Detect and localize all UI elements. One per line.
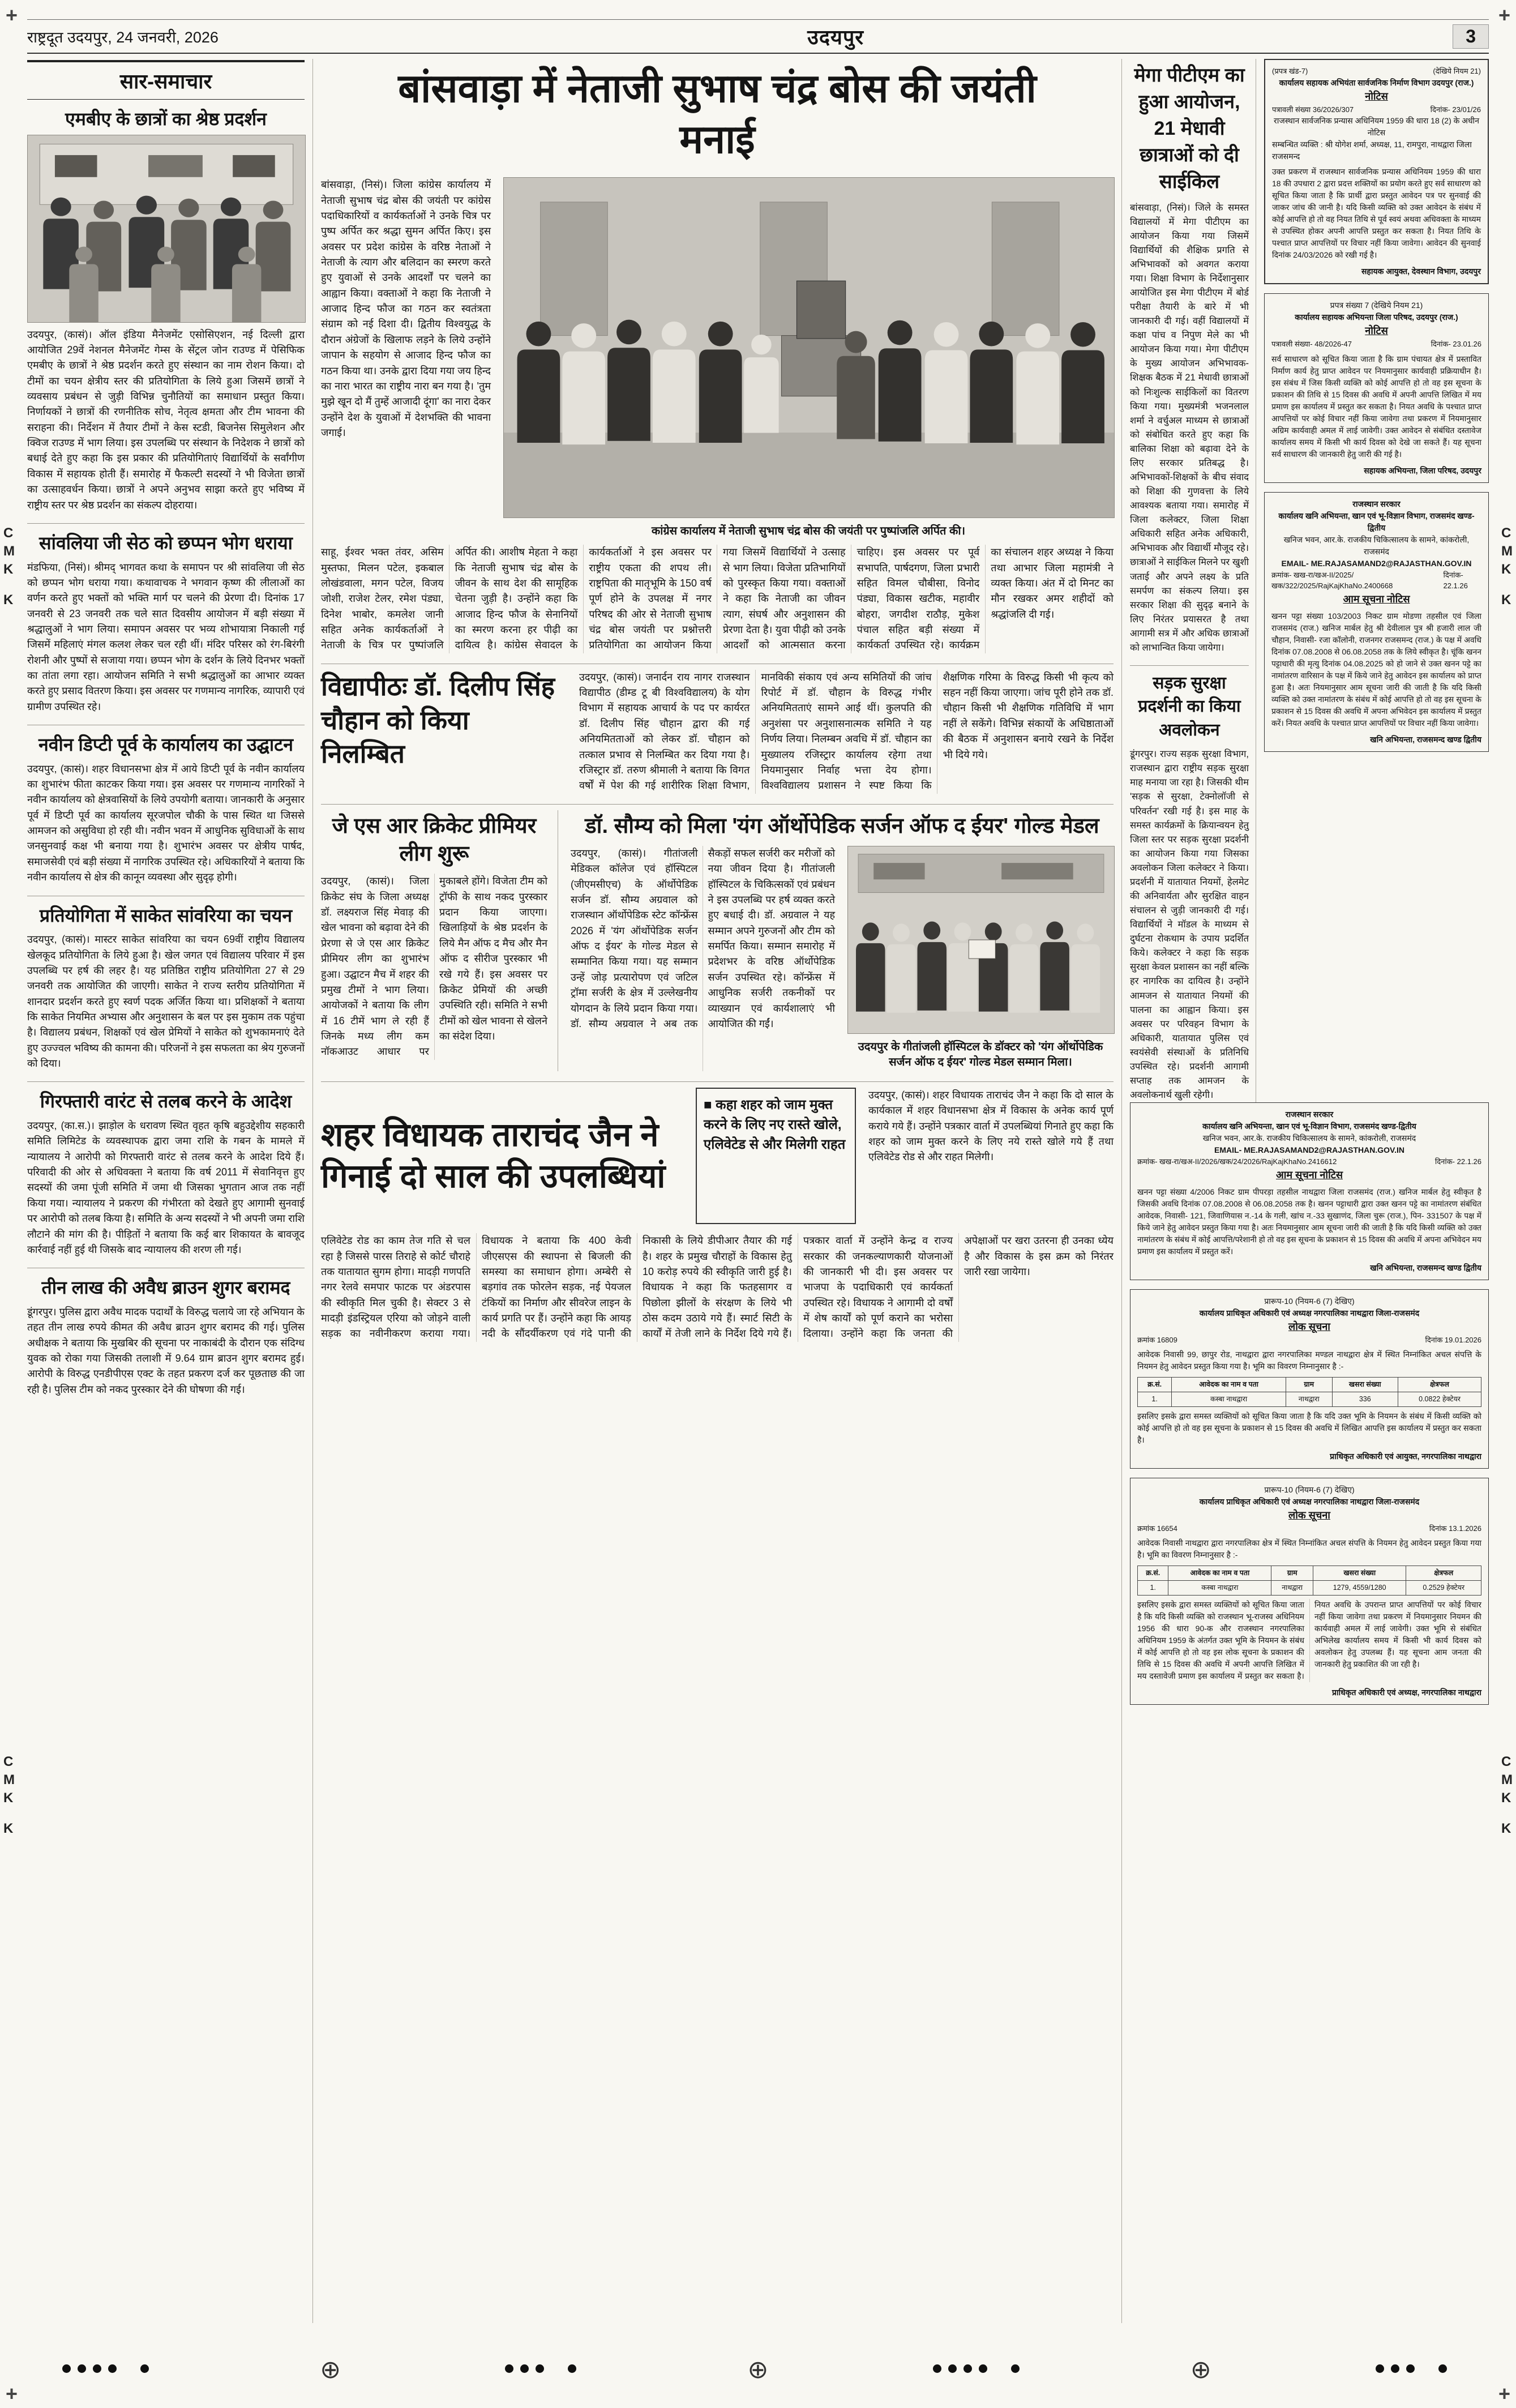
article-body: उदयपुर, (कासं)। शहर विधानसभा क्षेत्र में आये डिप्टी पूर्व के नवीन कार्यालय का शुभारंभ फीता काटकर किया गया। इस अवसर पर गणमान्य नागरिकों ने नवीन कार्यालय को क्षेत्रवासियों के लिये उपयोगी बताया। जानकारी के अनुसार पूर्व में डिप्टी पूर्व का कार्यालय सूरजपोल चौकी के पास स्थित था जिससे आमजन को असुविधा हो रही थी। नवीन भवन में आधुनिक सुविधाओं के साथ जनसुनवाई कक्ष भी बनाया गया है। शुभारंभ अवसर पर क्षेत्रीय पार्षद, समाजसेवी एवं बड़ी संख्या में नागरिक उपस्थित रहे। अधिकारियों ने बताया कि नवीन कार्यालय से क्षेत्र की कानून व्यवस्था और सुदृढ़ होगी। (27, 763, 305, 883)
notice-office: कार्यालय खनि अभियन्ता, खान एवं भू-विज्ञान विभाग, राजसमंद खण्ड-द्वितीय (1278, 511, 1475, 532)
notice-body: खनन पट्टा संख्या 4/2006 निकट ग्राम पीपरड़ा तहसील नाथद्वारा जिला राजसमंद (राज.) खनिज मार्बल हेतु स्वीकृत है जिसकी अवधि दिनांक 07.08.2008 से 06.08.2058 तक है। खनन पट्टाधारी द्वारा उक्त खनन पट्टे का नामांतरण संबंधित आवेदक, निवासी- 121, जिवाणियास न.-14 के गली, खांच न.-33 सुखाणंद, जिला चुरू (राज.), पिन- 331507 के पक्ष में किये जाने हेतु आवेदन प्रस्तुत किया गया है। अतः नियमानुसार आम सूचना जारी की जाती है कि यदि किसी व्यक्ति को उक्त नामांतरण के संबंध में कोई आपत्ति/परेशानी हो तो वह इस सूचना के प्रकाशन से 15 दिवस की अवधि में अपना अभिवेदन मय प्रमाण इस कार्यालय में प्रस्तुत करें। (1137, 1187, 1481, 1256)
page-number: 3 (1453, 24, 1489, 49)
notice-body: सर्व साधारण को सूचित किया जाता है कि ग्राम पंचायत क्षेत्र में प्रस्तावित निर्माण कार्य हेतु प्राप्त आवेदन पर नियमानुसार कार्यवाही प्रक्रियाधीन है। इस संबंध में जिस किसी व्यक्ति को कोई आपत्ति हो तो वह इस सूचना के प्रकाशन की तिथि से 15 दिवस की अवधि में अपनी आपत्ति लिखित में मय प्रमाण इस कार्यालय में प्रस्तुत कर सकता है। नियत अवधि के पश्चात प्राप्त आपत्तियों पर कोई विचार नहीं किया जावेगा तथा प्रकरण में नियमानुसार अग्रिम कार्यवाही अमल में लाई जावेगी। उक्त आवेदन से संबंधित दस्तावेज कार्यालय समय में किसी भी कार्य दिवस को देखे जा सकते हैं। यह सूचना सर्व साधारण की जानकारी हेतु जारी की गई है। (1271, 354, 1481, 459)
table-row: 1. कस्बा नाथद्वारा नाथद्वारा 1279, 4559/1280 0.2529 हेक्टेयर (1138, 1580, 1481, 1595)
article-warrant (27, 1090, 305, 1258)
cmk-marks-right-upper: C M K K (1501, 525, 1513, 608)
notice-form10-b (1130, 1478, 1489, 1705)
article-deputy-office (27, 733, 305, 885)
table-header: आवेदक का नाम व पता (1168, 1566, 1271, 1581)
notice-body: खनन पट्टा संख्या 103/2003 निकट ग्राम मोडणा तहसील एवं जिला राजसमंद (राज.) खनिज मार्बल हेतु श्री देवीलाल पुत्र श्री हजारी लाल जी चौहान, निवासी- रजा कॉलोनी, राजनगर राजसमन्द (राज.) के पक्ष में अवधि दिनांक 07.08.2008 से 06.08.2058 तक के लिये स्वीकृत है। चूंकि खनन पट्टाधारी की मृत्यु दिनांक 04.08.2025 को हो जाने से उक्त खनन पट्टे का नामांतरण वारिसान के पक्ष में किये जाने हेतु आवेदन इस कार्यालय को प्राप्त हुआ है। अतः नियमानुसार आम सूचना जारी की जाती है कि यदि किसी व्यक्ति को उक्त नामांतरण के संबंध में कोई आपत्ति हो तो वह इस सूचना के प्रकाशन से 15 दिवस की अवधि में अपना अभिवेदन इस कार्यालय में प्रस्तुत करें। नियत अवधि के पश्चात प्राप्त आपत्तियों पर विचार नहीं किया जावेगा। (1271, 611, 1482, 728)
left-column (27, 59, 312, 2323)
article-headline: डॉ. सौम्य को मिला 'यंग ऑर्थोपेडिक सर्जन ऑफ द ईयर' गोल्ड मेडल (585, 814, 1099, 838)
notice-signature: सहायक अभियन्ता, जिला परिषद, उदयपुर (1364, 465, 1481, 475)
notice-title: आम सूचना नोटिस (1343, 593, 1410, 605)
notice-title: नोटिस (1365, 325, 1388, 336)
notice-form-tag: प्रारूप-10 (नियम-6 (7) देखिए) (1264, 1296, 1355, 1306)
notice-after-table: इसलिए इसके द्वारा समस्त व्यक्तियों को सूचित किया जाता है कि यदि किसी व्यक्ति को राजस्थान भू-राजस्व अधिनियम 1956 की धारा 90-क और राजस्थान नगरपालिका अधिनियम 1959 के अंतर्गत उक्त भूमि के नियमन के संबंध में कोई आपत्ति हो तो वह इस लोक सूचना के प्रकाशन की तिथि से 15 दिवस की अवधि में अपनी आपत्ति लिखित में मय दस्तावेजी प्रमाण इस कार्यालय में प्रस्तुत कर सकता है। नियत अवधि के उपरान्त प्राप्त आपत्तियों पर कोई विचार नहीं किया जावेगा तथा प्रकरण में नियमानुसार नियमन की कार्यवाही अमल में लाई जावेगी। उक्त भूमि से संबंधित अभिलेख कार्यालय समय में किसी भी कार्य दिवस को अवलोकन हेतु उपलब्ध हैं। यह सूचना आम जनता की जानकारी हेतु प्रकाशित की जा रही है। (1137, 1599, 1481, 1680)
section-header: सार-समाचार (27, 60, 305, 100)
article-headline: सड़क सुरक्षा प्रदर्शनी का किया अवलोकन (1138, 674, 1241, 739)
notice-office: कार्यालय सहायक अभियंता सार्वजनिक निर्माण विभाग उदयपुर (राज.) (1279, 78, 1474, 87)
article-body-more: एलिवेटेड रोड का काम तेज गति से चल रहा है जिससे पारस तिराहे से कोर्ट चौराहे तक यातायात सुगम होगा। मादड़ी गणपति नगर रेलवे समपार फाटक पर अंडरपास की स्वीकृति मिल चुकी है। सेक्टर 3 से मादड़ी इंडस्ट्रियल एरिया को जोड़ने वाली सड़क का नवीनीकरण कराया गया। विधायक ने बताया कि 400 केवी जीएसएस की स्थापना से बिजली की समस्या का समाधान होगा। अम्बेरी से बड़गांव तक फोरलेन सड़क, नई पेयजल टंकियों का निर्माण और सीवरेज लाइन के कार्य प्रगति पर हैं। उन्होंने कहा कि आयड़ नदी के सौंदर्यीकरण एवं गंदे पानी की निकासी के लिये डीपीआर तैयार की गई है। शहर के प्रमुख चौराहों के विकास हेतु 10 करोड़ रुपये की स्वीकृति जारी हुई है। विधायक ने कहा कि फतहसागर व पिछोला झीलों के संरक्षण के लिये भी ठोस कदम उठाये गये हैं। स्मार्ट सिटी के कार्यों में तेजी लाने के निर्देश दिये गये हैं। पत्रकार वार्ता में उन्होंने केन्द्र व राज्य सरकार की जनकल्याणकारी योजनाओं की जानकारी भी दी। इस अवसर पर भाजपा के पदाधिकारी एवं कार्यकर्ता उपस्थित रहे। विधायक ने आगामी दो वर्षों में शेष कार्यों को पूर्ण कराने का भरोसा दिलाया। उन्होंने कहा कि जनता की अपेक्षाओं पर खरा उतरना ही उनका ध्येय है और विकास के इस क्रम को निरंतर जारी रखा जायेगा। (321, 1235, 1114, 1340)
table-header: क्षेत्रफल (1406, 1566, 1481, 1581)
notice-mining-2 (1130, 1102, 1489, 1280)
article-vidyapeeth (321, 670, 1114, 794)
photo-caption: कांग्रेस कार्यालय में नेताजी सुभाष चंद्र बोस की जयंती पर पुष्पांजलि अर्पित की। (651, 525, 966, 538)
main-headline: बांसवाड़ा में नेताजी सुभाष चंद्र बोस की जयंती मनाई (398, 66, 1037, 161)
article-body: बांसवाड़ा, (निसं)। जिले के समस्त विद्यालयों में मेगा पीटीएम का आयोजन किया गया जिसमें विद्यार्थियों की शैक्षिक प्रगति से अभिभावकों को अवगत कराया गया। शिक्षा विभाग के निर्देशानुसार आयोजित इस मेगा पीटीएम में बोर्ड परीक्षा तैयारी के बारे में भी जानकारी दी गई। वहीं विद्यालयों में कक्षा पांच व निपुण मेले का भी आयोजन किया गया। मेगा पीटीएम के मुख्य आयोजन अभिभावक-शिक्षक बैठक में 21 मेधावी छात्राओं को निःशुल्क साईकिलों का वितरण किया गया। मुख्यमंत्री भजनलाल शर्मा ने वर्चुअल माध्यम से छात्राओं को संबोधित करते हुए कहा कि बालिका शिक्षा को बढ़ावा देने के लिए सरकार प्रतिबद्ध है। अभिभावकों-शिक्षकों के बीच संवाद को शिक्षा की गुणवत्ता के लिये आवश्यक बताया गया। समारोह में जिला कलेक्टर, जिला शिक्षा अधिकारी सहित अनेक अधिकारी, अभिभावक और विद्यार्थी मौजूद रहे। छात्राओं ने साईकिल मिलने पर खुशी जताई और अपने लक्ष्य के प्रति समर्पण का संकल्प लिया। इस सरकार शिक्षा की सुदृढ़ बनाने के लिए निरंतर प्रयासरत है तथा आगामी सत्र में और अधिक छात्राओं को लाभान्वित किया जायेगा। (1130, 202, 1249, 653)
city-title: उदयपुर (807, 25, 864, 49)
article-headline: सांवलिया जी सेठ को छप्पन भोग धराया (39, 532, 293, 553)
article-jsr-league (321, 810, 558, 1071)
article-headline: तीन लाख की अवैध ब्राउन शुगर बरामद (41, 1277, 290, 1298)
registration-mark: ⊕ (747, 2356, 769, 2384)
masthead (27, 19, 1489, 54)
article-brown-sugar (27, 1276, 305, 1397)
divider (27, 1081, 305, 1082)
notice-rule-tag: (देखिये नियम 21) (1433, 67, 1481, 75)
notice-date: दिनांक- 23/01/26 (1430, 105, 1481, 114)
photo-saumya-award (847, 846, 1115, 1034)
print-control-strip (0, 2355, 1516, 2384)
color-dots (1376, 2364, 1454, 2376)
notice-after-table: इसलिए इसके द्वारा समस्त व्यक्तियों को सूचित किया जाता है कि यदि उक्त भूमि के नियमन के संबंध में किसी व्यक्ति को कोई आपत्ति हो तो वह इस सूचना के प्रकाशन से 15 दिवस की अवधि में लिखित आपत्ति इस कार्यालय में प्रस्तुत कर सकता है। (1137, 1411, 1481, 1444)
crop-mark: + (6, 2382, 18, 2405)
table-header: क्षेत्रफल (1398, 1378, 1481, 1392)
notice-body: आवेदक निवासी 99, छापुर रोड, नाथद्वारा द्वारा नगरपालिका मण्डल नाथद्वारा क्षेत्र में स्थित निम्नांकित अचल संपत्ति के नियमन हेतु आवेदन प्रस्तुत किया गया है। भूमि का विवरण निम्नानुसार है :- (1137, 1350, 1481, 1371)
article-headline: शहर विधायक ताराचंद जैन ने गिनाई दो साल की उपलब्धियां (321, 1117, 666, 1195)
article-body: उदयपुर, (का.स.)। झाड़ोल के धरावण स्थित वृहत कृषि बहुउद्देशीय सहकारी समिति लिमिटेड के व्यवस्थापक द्वारा जमा राशि के गबन के मामले में न्यायालय ने आरोपी को गिरफ्तारी वारंट से तलब करने के आदेश दिये हैं। परिवादी की ओर से अधिवक्ता ने बताया कि वर्ष 2011 में सेवानिवृत्त हुए सदस्यों की जमा पूंजी समिति में जमा थी जिसका भुगतान आज तक नहीं किया गया। न्यायालय ने प्रकरण की गंभीरता को देखते हुए आगामी सुनवाई पर आरोपी को तलब किया है। समिति के अन्य सदस्यों ने भी अपनी जमा राशि लौटाने की मांग की है। पीड़ितों ने बताया कि कई बार शिकायत के बावजूद कार्रवाई नहीं हुई थी जिसके बाद न्यायालय की शरण ली गई। (27, 1119, 305, 1255)
article-headline: नवीन डिप्टी पूर्व के कार्यालय का उद्घाटन (38, 734, 294, 755)
notice-date: दिनांक 13.1.2026 (1429, 1524, 1481, 1533)
notice-title: लोक सूचना (1288, 1509, 1330, 1521)
registration-mark: ⊕ (1190, 2356, 1211, 2384)
article-saket (27, 904, 305, 1072)
notice-govt: राजस्थान सरकार (1285, 1110, 1334, 1119)
notice-email: EMAIL- ME.RAJASAMAND2@RAJASTHAN.GOV.IN (1281, 558, 1472, 568)
notice-serial: क्रमांक- खख-रा/खअ-II/2025/खक/322/2025/RajKajKhaNo.2400668 (1271, 570, 1393, 590)
table-header: ग्राम (1286, 1378, 1332, 1392)
notice-form-tag: प्रारूप-10 (नियम-6 (7) देखिए) (1264, 1485, 1355, 1494)
notice-body: आवेदक निवासी नाथद्वारा द्वारा नगरपालिका क्षेत्र में स्थित निम्नांकित अचल संपत्ति के नियमन हेतु आवेदन प्रस्तुत किया गया है। भूमि का विवरण निम्नानुसार है :- (1137, 1538, 1481, 1560)
article-body: मंडफिया, (निसं)। श्रीमद् भागवत कथा के समापन पर श्री सांवलिया जी सेठ को छप्पन भोग धराया गया। कथावाचक ने भगवान कृष्ण की लीलाओं का वर्णन करते हुए भक्तों को भक्ति मार्ग पर चलने की प्रेरणा दी। दिनांक 17 जनवरी से 23 जनवरी तक चले सात दिवसीय आयोजन में बड़ी संख्या में श्रद्धालुओं ने भाग लिया। समापन अवसर पर भव्य शोभायात्रा निकाली गई जिसमें महिलाएं मंगल कलश लेकर चल रही थीं। मंदिर परिसर को रंग-बिरंगी रोशनी और पुष्पों से सजाया गया। छप्पन भोग के दर्शन के लिये दिनभर भक्तों का तांता लगा रहा। आयोजन समिति ने सभी श्रद्धालुओं का आभार व्यक्त करते हुए प्रसाद वितरण किया। इस अवसर पर गणमान्य नागरिक, व्यापारी एवं ग्रामीण उपस्थित रहे। (27, 561, 305, 712)
notice-office: कार्यालय प्राधिकृत अधिकारी एवं अध्यक्ष नगरपालिका नाथद्वारा जिला-राजसमंद (1199, 1308, 1420, 1318)
notice-signature: प्राधिकृत अधिकारी एवं अध्यक्ष, नगरपालिका नाथद्वारा (1331, 1687, 1481, 1697)
notice-office: कार्यालय खनि अभियन्ता, खान एवं भू-विज्ञान विभाग, राजसमंद खण्ड-द्वितीय (1202, 1122, 1416, 1131)
cmk-marks-right-lower: C M K K (1501, 1754, 1513, 1836)
cmk-marks-left-lower: C M K K (3, 1754, 15, 1836)
notice-signature: खनि अभियन्ता, राजसमन्द खण्ड द्वितीय (1370, 734, 1481, 744)
divider (321, 1081, 1114, 1082)
article-mba (27, 108, 305, 513)
divider (1130, 665, 1249, 666)
narrow-column (1130, 59, 1256, 1102)
notice-signature: सहायक आयुक्त, देवस्थान विभाग, उदयपुर (1361, 267, 1481, 276)
article-body: उदयपुर, (कासं)। ऑल इंडिया मैनेजमेंट एसोसिएशन, नई दिल्ली द्वारा आयोजित 29वें नेशनल मैनेजमेंट गेम्स के सेंट्रल जोन राउण्ड में पेसिफिक एमबीए के छात्रों ने श्रेष्ठ प्रदर्शन करते हुए संस्थान का नाम रोशन किया। दो टीमों का चयन क्षेत्रीय स्तर की प्रतियोगिता के लिये हुआ जिसमें छात्रों ने व्यवसाय प्रबंधन से जुड़ी विभिन्न चुनौतियों का समाधान प्रस्तुत किया। निर्णायकों ने छात्रों की रणनीतिक सोच, नेतृत्व क्षमता और टीम भावना की सराहना की। निर्देशन में तैयार टीमों ने केस स्टडी, बिजनेस सिमुलेशन और क्विज राउण्ड में भाग लिया। इस उपलब्धि पर संस्थान के निदेशक ने छात्रों को बधाई देते हुए कहा कि इस प्रकार की प्रतियोगिताएं विद्यार्थियों के सर्वांगीण विकास में सहायक होती हैं। समारोह में फैकल्टी सदस्यों ने भी विजेता छात्रों का उत्साहवर्धन किया। छात्रों ने अपने अनुभव साझा करते हुए भविष्य में राष्ट्रीय स्तर पर श्रेष्ठ प्रदर्शन का संकल्प दोहराया। (27, 328, 305, 511)
color-dots (505, 2364, 583, 2376)
notice-title: नोटिस (1365, 90, 1388, 102)
table-row: 1. कस्बा नाथद्वारा नाथद्वारा 336 0.0822 हेक्टेयर (1138, 1392, 1481, 1406)
article-tarachand (321, 1088, 1114, 1342)
notice-title: आम सूचना नोटिस (1276, 1169, 1343, 1181)
table-header: आवेदक का नाम व पता (1172, 1378, 1286, 1392)
article-body: उदयपुर, (कासं)। जिला क्रिकेट संघ के जिला अध्यक्ष डॉ. लक्ष्यराज सिंह मेवाड़ की खेल भावना को बढ़ावा देने की प्रेरणा से जे एस आर क्रिकेट प्रीमियर लीग का शुभारंभ हुआ। उद्घाटन मैच में शहर की प्रमुख टीमों ने भाग लिया। आयोजकों ने बताया कि लीग में 16 टीमें भाग ले रही हैं जिनके मध्य लीग कम नॉकआउट आधार पर मुकाबले होंगे। विजेता टीम को ट्रॉफी के साथ नकद पुरस्कार प्रदान किया जाएगा। खिलाड़ियों के श्रेष्ठ प्रदर्शन के लिये मैन ऑफ द मैच और मैन ऑफ द सीरीज पुरस्कार भी रखे गये हैं। इस अवसर पर क्रिकेट प्रेमियों की अच्छी उपस्थिति रही। समिति ने सभी टीमों को खेल भावना से खेलने का संदेश दिया। (321, 875, 547, 1058)
article-sadak-suraksha (1130, 671, 1249, 1102)
notice-serial: क्रमांक 16809 (1137, 1335, 1177, 1344)
article-body-lead: बांसवाड़ा, (निसं)। जिला कांग्रेस कार्यालय में नेताजी सुभाष चंद्र बोस की जयंती पर कांग्रेस पदाधिकारियों व कार्यकर्ताओं ने उनके चित्र पर पुष्प अर्पित कर श्रद्धा सुमन अर्पित किए। इस अवसर पर प्रदेश कांग्रेस के वरिष्ठ नेताओं ने नेताजी के त्याग और बलिदान का स्मरण करते हुए युवाओं से उनके आदर्शों पर चलने का आह्वान किया। वक्ताओं ने कहा कि नेताजी ने आजाद हिन्द फौज का गठन कर स्वतंत्रता संग्राम को नई दिशा दी। द्वितीय विश्वयुद्ध के दौरान अंग्रेजों के खिलाफ लड़ने के लिये उन्होंने जापान के सहयोग से आजाद हिन्द फौज का गठन किया था। उनके द्वारा दिया गया जय हिन्द का नारा भारत का राष्ट्रीय नारा बन गया है। 'तुम मुझे खून दो मैं तुम्हें आजादी दूंगा' का नारा देकर उन्होंने देश के युवाओं में देशभक्ति की भावना जगाई। (321, 179, 491, 438)
notice-signature: प्राधिकृत अधिकारी एवं आयुक्त, नगरपालिका नाथद्वारा (1330, 1451, 1481, 1461)
article-headline: मेगा पीटीएम का हुआ आयोजन, 21 मेधावी छात्राओं को दी साईकिल (1134, 65, 1245, 193)
color-dots (933, 2364, 1026, 2376)
color-dots (62, 2364, 156, 2376)
article-body: उदयपुर, (कासं)। जनार्दन राय नागर राजस्थान विद्यापीठ (डीम्ड टू बी विश्वविद्यालय) के योग विभाग में सहायक आचार्य के पद पर कार्यरत डॉ. दिलीप सिंह चौहान द्वारा की गई अनियमितताओं को लेकर डॉ. चौहान को तत्काल प्रभाव से निलम्बित कर दिया गया है। रजिस्ट्रार डॉ. तरुण श्रीमाली ने बताया कि विगत वर्षों में पेश की गई शारीरिक शिक्षा विभाग, मानविकी संकाय एवं अन्य समितियों की जांच रिपोर्ट में डॉ. चौहान के विरुद्ध गंभीर अनियमितताएं सामने आई थीं। कुलपति की अनुशंसा पर अनुशासनात्मक समिति ने यह निर्णय लिया। निलम्बन अवधि में डॉ. चौहान का मुख्यालय रजिस्ट्रार कार्यालय रहेगा तथा नियमानुसार निर्वाह भत्ता देय होगा। विश्वविद्यालय प्रशासन ने स्पष्ट किया कि शैक्षणिक गरिमा के विरुद्ध किसी भी कृत्य को सहन नहीं किया जाएगा। जांच पूरी होने तक डॉ. चौहान किसी भी शैक्षणिक गतिविधि में भाग नहीं ले सकेंगे। विभिन्न संकायों के अधिष्ठाताओं की बैठक में अनुशासन बनाये रखने के निर्देश भी दिये गये। (579, 671, 1114, 792)
article-headline: जे एस आर क्रिकेट प्रीमियर लीग शुरू (332, 814, 537, 866)
article-mega-ptm (1130, 62, 1249, 655)
notice-zila-parishad (1264, 293, 1489, 483)
right-region (1121, 59, 1489, 2323)
article-body-more: साहू, ईश्वर भक्त तंवर, असिम मुस्तफा, मिलन पटेल, इकबाल लोखंडवाला, मगन पटेल, विजय जोशी, राजेश टेलर, रमेश पंड्या, दिनेश भाबोर, कमलेश जानी सहित अनेक कार्यकर्ताओं ने नेताजी के चित्र पर पुष्पांजलि अर्पित की। आशीष मेहता ने कहा कि नेताजी सुभाष चंद्र बोस के जीवन के साथ देश की सामूहिक चेतना जुड़ी है। उन्होंने कहा कि आजाद हिन्द फौज के सेनानियों का स्मरण करना हर पीढ़ी का दायित्व है। कांग्रेस सेवादल के कार्यकर्ताओं ने इस अवसर पर राष्ट्रीय एकता की शपथ ली। राष्ट्रपिता की मातृभूमि के 150 वर्ष पूर्ण होने के उपलक्ष में नगर परिषद की ओर से नेताजी सुभाष चंद्र बोस जयंती पर प्रश्नोत्तरी प्रतियोगिता का आयोजन किया गया जिसमें विद्यार्थियों ने उत्साह से भाग लिया। विजेता प्रतिभागियों को पुरस्कृत किया गया। वक्ताओं ने कहा कि नेताजी का जीवन त्याग, संघर्ष और अनुशासन की प्रेरणा देता है। युवा पीढ़ी को उनके आदर्शों को आत्मसात करना चाहिए। इस अवसर पर पूर्व सभापति, पार्षदगण, जिला प्रभारी सहित विमल चौबीसा, विनोद पंड्या, विकास खटीक, महावीर बोहरा, जगदीश राठौड़, मुकेश पंचाल सहित बड़ी संख्या में कार्यकर्ता उपस्थित रहे। कार्यक्रम का संचालन शहर अध्यक्ष ने किया तथा आभार जिला महामंत्री ने व्यक्त किया। अंत में दो मिनट का मौन रखकर अमर शहीदों को श्रद्धांजलि दी गई। (321, 546, 1114, 651)
notice-pwd (1264, 59, 1489, 284)
divider (27, 523, 305, 524)
table-header: क्र.सं. (1138, 1566, 1168, 1581)
article-headline: प्रतियोगिता में साकेत सांवरिया का चयन (39, 905, 293, 926)
notice-address: खनिज भवन, आर.के. राजकीय चिकित्सालय के सामने, कांकरोली, राजसमंद (1283, 534, 1470, 556)
notice-form10-a (1130, 1289, 1489, 1469)
notice-office: कार्यालय प्राधिकृत अधिकारी एवं अध्यक्ष नगरपालिका नाथद्वारा जिला-राजसमंद (1199, 1496, 1420, 1506)
cmk-marks-left-upper: C M K K (3, 525, 15, 608)
notice-date: दिनांक 19.01.2026 (1425, 1335, 1481, 1344)
notice-date: दिनांक- 22.1.26 (1443, 570, 1468, 590)
table-header: क्र.सं. (1138, 1378, 1172, 1392)
article-body: डूंगरपुर। राज्य सड़क सुरक्षा विभाग, राजस्थान द्वारा राष्ट्रीय सड़क सुरक्षा माह मनाया जा रहा है। जिसकी थीम 'सड़क से सुरक्षा, टेक्नोलॉजी से परिवर्तन' रखी गई है। इस माह के समस्त कार्यक्रमों के क्रियान्वयन हेतु जिला स्तर पर सड़क सुरक्षा प्रदर्शनी का आयोजन किया गया जिसका अवलोकन जिला कलेक्टर ने किया। प्रदर्शनी में यातायात नियमों, हेलमेट की अनिवार्यता और सुरक्षित वाहन संचालन से जुड़ी जानकारी दी गई। विद्यार्थियों ने मॉडल के माध्यम से दुर्घटना रोकथाम के उपाय प्रदर्शित किये। कलेक्टर ने कहा कि सड़क सुरक्षा केवल प्रशासन का नहीं बल्कि हर नागरिक का दायित्व है। उन्होंने आमजन से यातायात नियमों की पालना का आह्वान किया। इस अवसर पर परिवहन विभाग के अधिकारी, यातायात पुलिस एवं स्वयंसेवी संस्थाओं के प्रतिनिधि उपस्थित रहे। प्रदर्शनी आगामी सप्ताह तक आमजन के अवलोकनार्थ खुली रहेगी। (1130, 749, 1249, 1101)
table-header: खसरा संख्या (1313, 1566, 1406, 1581)
notice-email: EMAIL- ME.RAJASAMAND2@RAJASTHAN.GOV.IN (1214, 1145, 1404, 1155)
table-header: खसरा संख्या (1332, 1378, 1398, 1392)
divider (321, 804, 1114, 805)
table-header: ग्राम (1271, 1566, 1313, 1581)
photo-caption: उदयपुर के गीतांजली हॉस्पिटल के डॉक्टर को 'यंग ऑर्थोपेडिक सर्जन ऑफ द ईयर' गोल्ड मेडल सम्मान मिला। (858, 1040, 1103, 1068)
kicker-box: ■ कहा शहर को जाम मुक्त करने के लिए नए रास्ते खोले, एलिवेटेड से और मिलेगी राहत (696, 1088, 856, 1224)
notice-act-line: राजस्थान सार्वजनिक प्रन्यास अधिनियम 1959 की धारा 18 (2) के अधीन नोटिस (1274, 116, 1479, 137)
photo-netaji-event (503, 177, 1115, 518)
article-sanwaliya (27, 532, 305, 715)
article-headline: गिरफ्तारी वारंट से तलब करने के आदेश (40, 1091, 292, 1112)
notice-address: खनिज भवन, आर.के. राजकीय चिकित्सालय के सामने, कांकरोली, राजसमंद (1202, 1134, 1416, 1143)
article-netaji-jayanti (321, 63, 1114, 653)
edition-date: राष्ट्रदूत उदयपुर, 24 जनवरी, 2026 (27, 28, 219, 46)
registration-mark: ⊕ (320, 2356, 341, 2384)
page-body (27, 59, 1489, 2323)
center-column (312, 59, 1121, 2323)
article-body: उदयपुर, (कासं)। मास्टर साकेत सांवरिया का चयन 69वीं राष्ट्रीय विद्यालय खेलकूद प्रतियोगिता के लिये हुआ है। खेल जगत एवं विद्यालय परिवार में इस उपलब्धि पर हर्ष की लहर है। यह प्रतिष्ठित राष्ट्रीय प्रतियोगिता 27 से 29 जनवरी तक आयोजित की जाएगी। साकेत ने राज्य स्तरीय प्रतियोगिता में शानदार प्रदर्शन करते हुए स्वर्ण पदक अर्जित किया था। प्रशिक्षकों ने बताया कि साकेत नियमित अभ्यास और अनुशासन के बल पर इस मुकाम तक पहुंचा है। विद्यालय प्रबंधन, शिक्षकों एवं खेल प्रेमियों ने साकेत को शुभकामनाएं देते हुए उज्ज्वल भविष्य की कामना की। परिजनों ने इस सफलता का श्रेय गुरुजनों को दिया। (27, 934, 305, 1070)
notices-column (1264, 59, 1489, 1102)
notice-file-no: पत्रावली संख्या 36/2026/307 (1272, 105, 1354, 114)
notice-land-table (1137, 1566, 1481, 1596)
article-headline: विद्यापीठः डॉ. दिलीप सिंह चौहान को किया निलम्बित (321, 671, 555, 769)
notice-govt: राजस्थान सरकार (1352, 499, 1401, 508)
article-headline: एमबीए के छात्रों का श्रेष्ठ प्रदर्शन (65, 109, 267, 129)
article-saumya-medal (571, 810, 1114, 1071)
notice-form-tag: प्रपत्र संख्या 7 (देखिये नियम 21) (1330, 301, 1423, 310)
notice-form-tag: (प्रपत्र खंड-7) (1272, 67, 1308, 75)
notice-addressee: सम्बन्धित व्यक्ति : श्री योगेश शर्मा, अध्यक्ष, 11, रामपुरा, नाथद्वारा जिला राजसमन्द (1272, 140, 1472, 161)
notice-title: लोक सूचना (1288, 1320, 1330, 1332)
notice-serial: क्रमांक 16654 (1137, 1524, 1177, 1533)
notice-date: दिनांक- 23.01.26 (1431, 340, 1481, 348)
crop-mark: + (1498, 3, 1510, 27)
notice-body: उक्त प्रकरण में राजस्थान सार्वजनिक प्रन्यास अधिनियम 1959 की धारा 18 की उपधारा 2 द्वारा प्रदत्त शक्तियों का प्रयोग करते हुए सर्व साधारण को सूचित किया जाता है कि प्रार्थी द्वारा प्रस्तुत आवेदन पत्र पर सुनवाई की जाकर जांच की जानी है। यदि किसी व्यक्ति को उक्त आवेदन के संबंध में कोई आपत्ति हो तो वह नियत तिथि से पूर्व स्वयं अथवा अधिवक्ता के माध्यम से उपस्थित होकर अपनी आपत्ति प्रस्तुत कर सकता है। नियत तिथि के पश्चात प्राप्त आपत्तियों पर विचार नहीं किया जावेगा। आवेदन की सुनवाई दिनांक 24/03/2026 को रखी गई है। (1272, 167, 1481, 259)
notice-file-no: पत्रावली संख्या- 48/2026-47 (1271, 340, 1352, 348)
article-body-lead: उदयपुर, (कासं)। शहर विधायक ताराचंद जैन ने कहा कि दो साल के कार्यकाल में शहर विधानसभा क्षेत्र में विकास के अनेक कार्य पूर्ण कराये गये हैं। उन्होंने पत्रकार वार्ता में उपलब्धियां गिनाते हुए कहा कि शहर को जाम मुक्त करने के लिए नये रास्ते खोले गये हैं तथा एलिवेटेड रोड से और राहत मिलेगी। (868, 1089, 1114, 1163)
article-body: डूंगरपुर। पुलिस द्वारा अवैध मादक पदार्थों के विरुद्ध चलाये जा रहे अभियान के तहत तीन लाख रुपये कीमत की अवैध ब्राउन शुगर बरामद की गई। पुलिस अधीक्षक ने बताया कि मुखबिर की सूचना पर नाकाबंदी के दौरान एक संदिग्ध युवक को रोका गया जिसकी तलाशी में 9.64 ग्राम ब्राउन शुगर बरामद हुई। आरोपी के विरुद्ध एनडीपीएस एक्ट के तहत प्रकरण दर्ज कर पूछताछ की जा रही है। पुलिस टीम को नकद पुरस्कार देने की घोषणा की गई। (27, 1306, 305, 1395)
notice-mining-1 (1264, 492, 1489, 752)
notice-office: कार्यालय सहायक अभियन्ता जिला परिषद, उदयपुर (राज.) (1295, 313, 1458, 322)
article-body: उदयपुर, (कासं)। गीतांजली मेडिकल कॉलेज एवं हॉस्पिटल (जीएमसीएच) के ऑर्थोपेडिक सर्जन डॉ. सौम्य अग्रवाल को राजस्थान ऑर्थोपेडिक स्टेट कॉन्फ्रेंस 2026 में 'यंग ऑर्थोपेडिक सर्जन ऑफ द ईयर' के गोल्ड मेडल से सम्मानित किया गया। यह सम्मान उन्हें जोड़ प्रत्यारोपण एवं जटिल ट्रॉमा सर्जरी के क्षेत्र में उल्लेखनीय योगदान के लिये प्रदान किया गया। डॉ. सौम्य अग्रवाल ने अब तक सैकड़ों सफल सर्जरी कर मरीजों को नया जीवन दिया है। गीतांजली हॉस्पिटल के चिकित्सकों एवं प्रबंधन ने इस उपलब्धि पर हर्ष व्यक्त करते हुए बधाई दी। डॉ. अग्रवाल ने यह सम्मान अपने गुरुजनों और टीम को समर्पित किया। सम्मान समारोह में प्रदेशभर के वरिष्ठ ऑर्थोपेडिक सर्जन उपस्थित रहे। कॉन्फ्रेंस में आधुनिक सर्जरी तकनीकों पर व्याख्यान एवं कार्यशालाएं भी आयोजित की गईं। (571, 847, 835, 1029)
crop-mark: + (6, 3, 18, 27)
crop-mark: + (1498, 2382, 1510, 2405)
photo-mba-students (27, 135, 306, 323)
notice-date: दिनांक- 22.1.26 (1434, 1157, 1481, 1166)
notice-serial: क्रमांक- खख-रा/खअ-II/2026/खक/24/2026/RajKajKhaNo.2416612 (1137, 1157, 1337, 1166)
notice-signature: खनि अभियन्ता, राजसमन्द खण्ड द्वितीय (1370, 1263, 1481, 1272)
notice-land-table (1137, 1377, 1481, 1407)
